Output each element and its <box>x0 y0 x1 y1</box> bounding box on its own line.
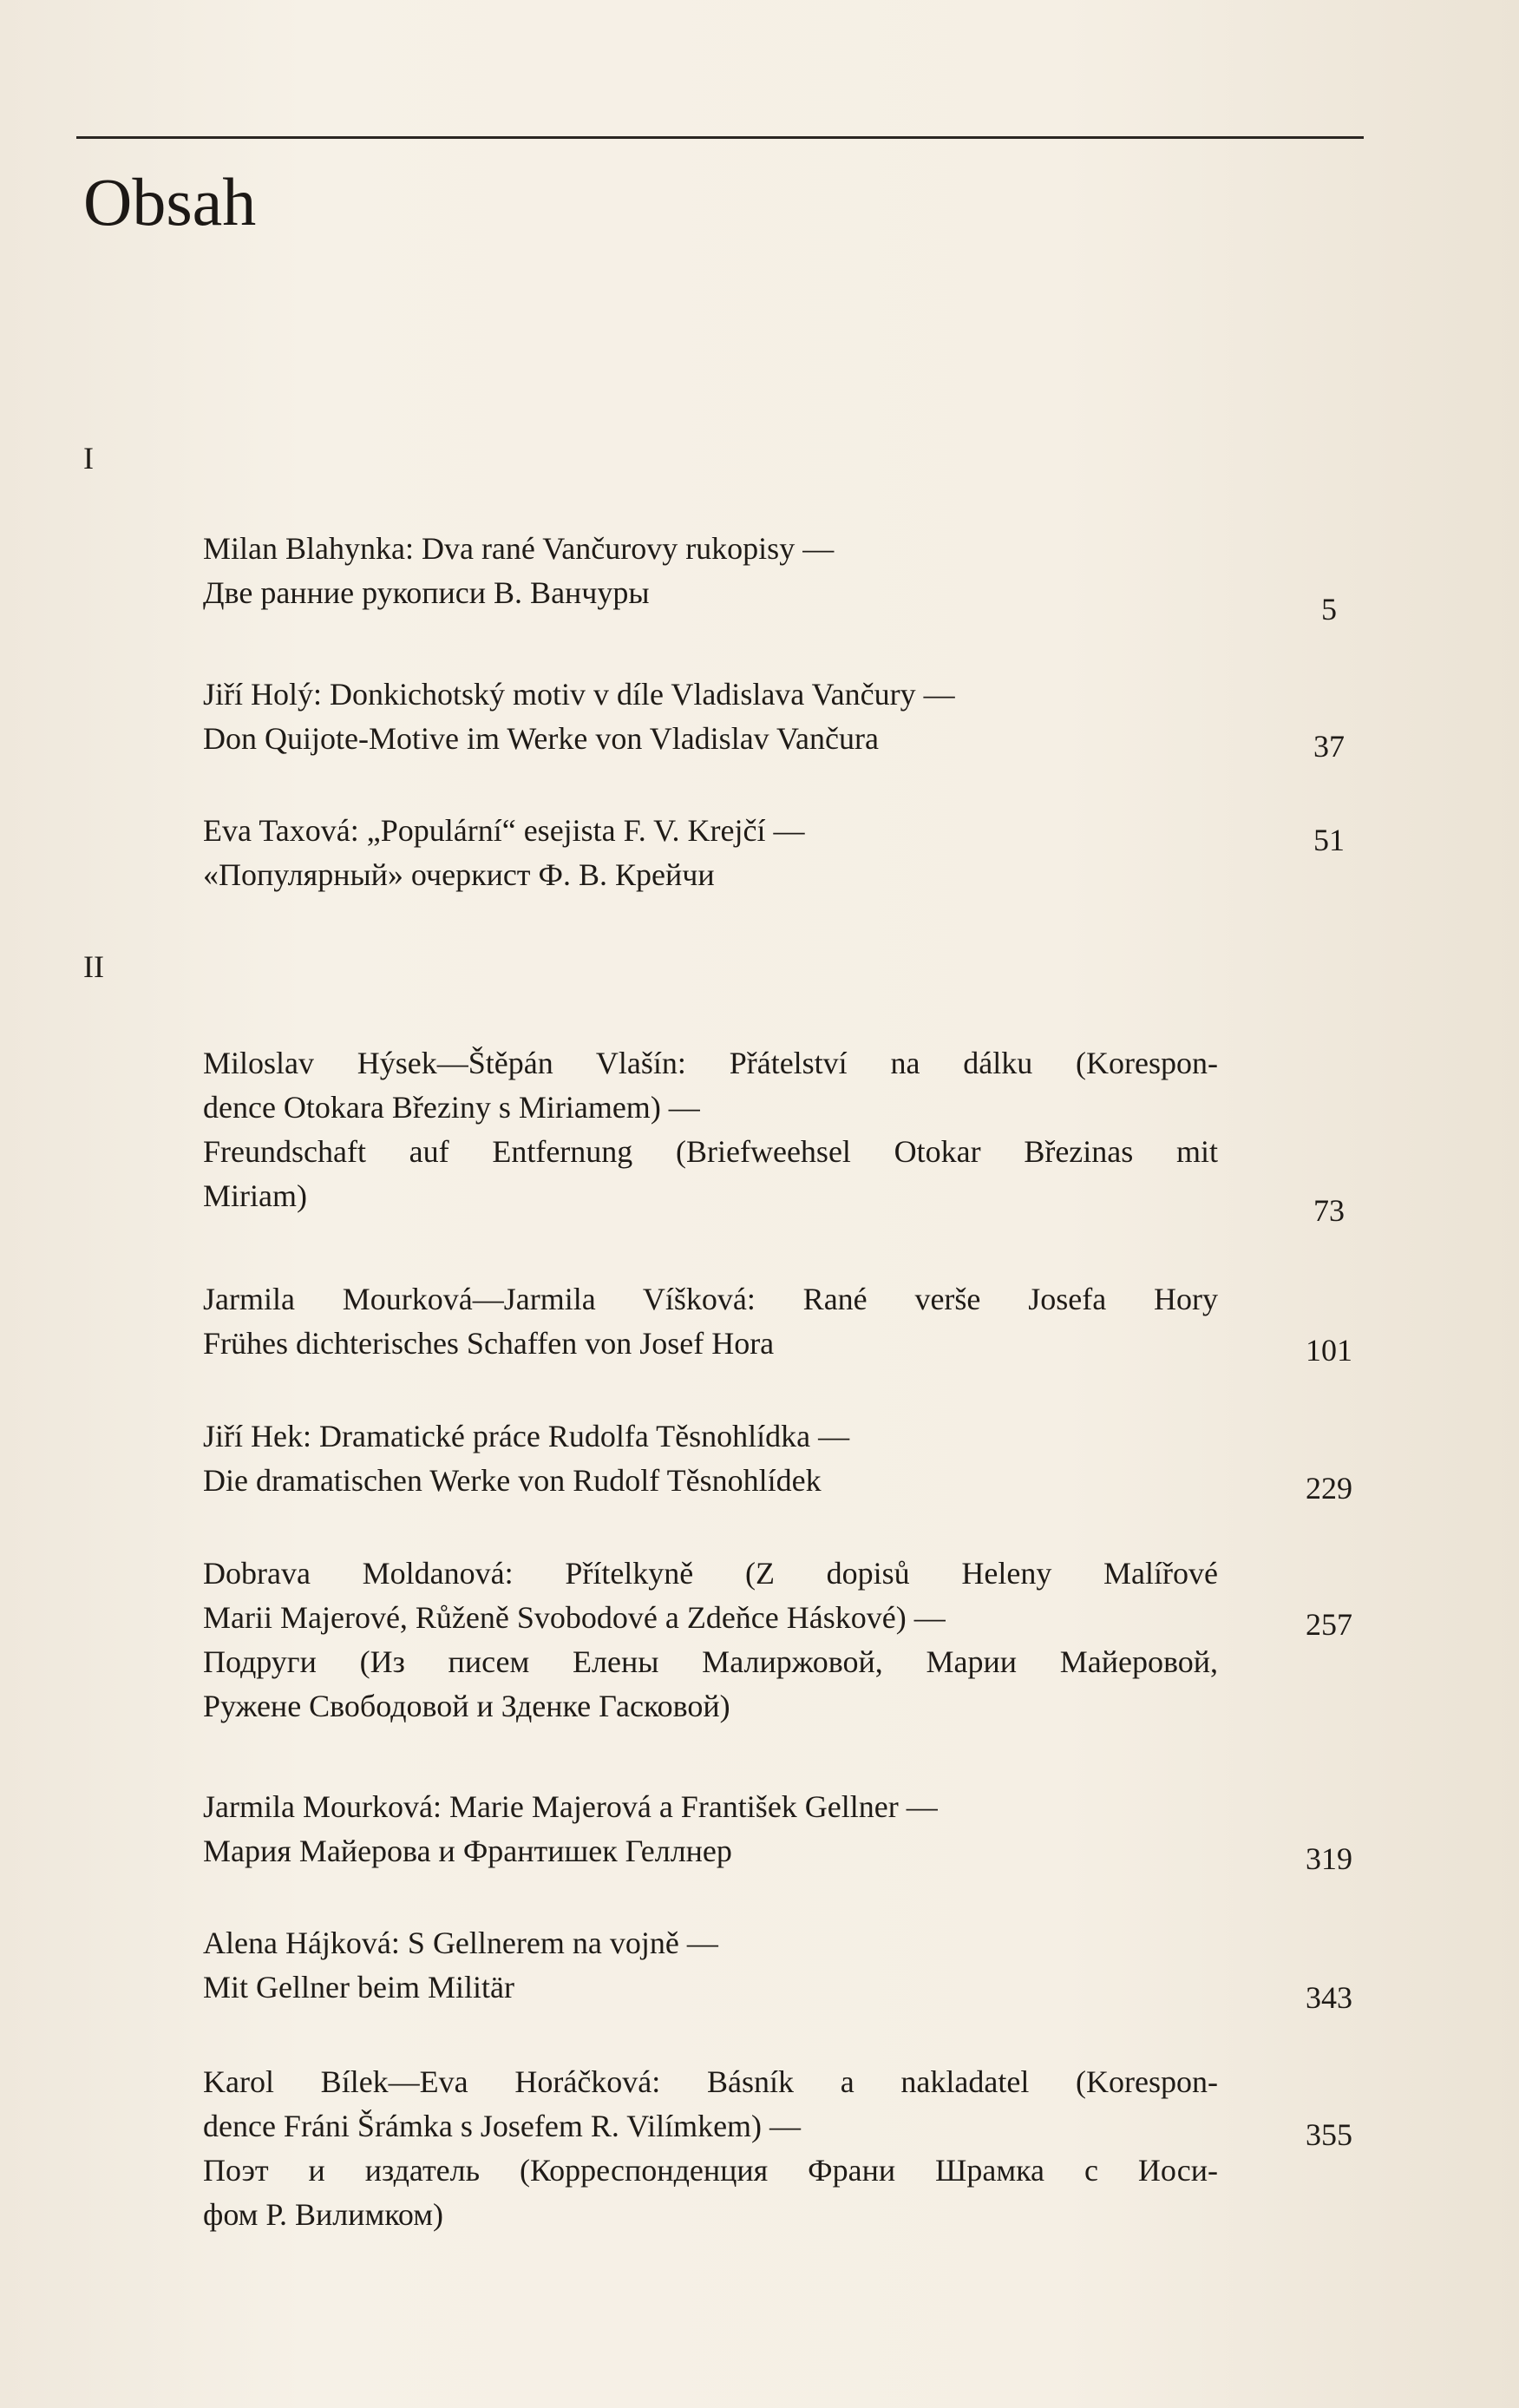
entry-line: Die dramatischen Werke von Rudolf Těsnohlídek <box>203 1463 822 1498</box>
toc-entry <box>203 1921 1218 2010</box>
page-title: Obsah <box>83 164 257 239</box>
entry-line: Marii Majerové, Růženě Svobodové a Zdeňce Háskové) — <box>203 1600 946 1635</box>
entry-line: Frühes dichterisches Schaffen von Josef Hora <box>203 1326 775 1361</box>
toc-entry <box>203 1552 1218 1729</box>
entry-line: Jiří Hek: Dramatické práce Rudolfa Těsnohlídka — <box>203 1419 850 1453</box>
entry-line: dence Otokara Březiny s Miriamem) — <box>203 1090 700 1125</box>
page-number: 257 <box>1306 1607 1352 1642</box>
toc-entry <box>203 2060 1218 2237</box>
top-rule <box>76 136 1364 139</box>
entry-line: Karol Bílek—Eva Horáčková: Básník a nakladatel (Korespon- <box>203 2064 1218 2099</box>
page-number: 319 <box>1306 1841 1352 1876</box>
entry-line: Две ранние рукописи В. Ванчуры <box>203 575 650 610</box>
toc-entry <box>203 527 1218 615</box>
toc-entry <box>203 673 1218 761</box>
entry-line: Dobrava Moldanová: Přítelkyně (Z dopisů Heleny Malířové <box>203 1556 1218 1591</box>
entry-line: Miriam) <box>203 1178 307 1213</box>
entry-line: Подруги (Из писем Елены Малиржовой, Марии Майеровой, <box>203 1644 1218 1679</box>
entry-line: Freundschaft auf Entfernung (Briefweehsel Otokar Březinas mit <box>203 1134 1218 1169</box>
entry-line: Поэт и издатель (Корреспонденция Франи Шрамка с Иоси- <box>203 2153 1218 2188</box>
page-number: 37 <box>1313 729 1345 764</box>
section-label-i: I <box>83 441 94 476</box>
entry-line: «Популярный» очеркист Ф. В. Крейчи <box>203 857 715 892</box>
entry-line: Milan Blahynka: Dva rané Vančurovy rukopisy — <box>203 531 835 566</box>
entry-line: Ружене Свободовой и Зденке Гасковой) <box>203 1689 730 1723</box>
entry-line: Alena Hájková: S Gellnerem na vojně — <box>203 1926 718 1960</box>
entry-line: Miloslav Hýsek—Štěpán Vlašín: Přátelství na dálku (Korespon- <box>203 1046 1218 1080</box>
toc-entry <box>203 1041 1218 1218</box>
toc-entry <box>203 1277 1218 1366</box>
entry-line: Мария Майерова и Франтишек Геллнер <box>203 1834 732 1868</box>
entry-line: Jarmila Mourková—Jarmila Víšková: Rané verše Josefa Hory <box>203 1282 1218 1316</box>
page-number: 101 <box>1306 1333 1352 1368</box>
entry-line: фом Р. Вилимком) <box>203 2197 443 2232</box>
entry-line: Eva Taxová: „Populární“ esejista F. V. Krejčí — <box>203 813 805 848</box>
entry-line: Jiří Holý: Donkichotský motiv v díle Vladislava Vančury — <box>203 677 955 712</box>
page-number: 229 <box>1306 1471 1352 1506</box>
toc-entry <box>203 1414 1218 1503</box>
page-number: 5 <box>1321 592 1337 627</box>
page-number: 343 <box>1306 1980 1352 2015</box>
page-number: 355 <box>1306 2117 1352 2152</box>
page-number: 73 <box>1313 1193 1345 1228</box>
entry-line: dence Fráni Šrámka s Josefem R. Vilímkem) — <box>203 2109 802 2143</box>
entry-line: Don Quijote-Motive im Werke von Vladislav Vančura <box>203 721 879 756</box>
entry-line: Mit Gellner beim Militär <box>203 1970 514 2004</box>
section-label-ii: II <box>83 949 104 984</box>
entry-line: Jarmila Mourková: Marie Majerová a František Gellner — <box>203 1789 938 1824</box>
toc-entry <box>203 809 1218 897</box>
page-number: 51 <box>1313 823 1345 857</box>
toc-entry <box>203 1785 1218 1873</box>
